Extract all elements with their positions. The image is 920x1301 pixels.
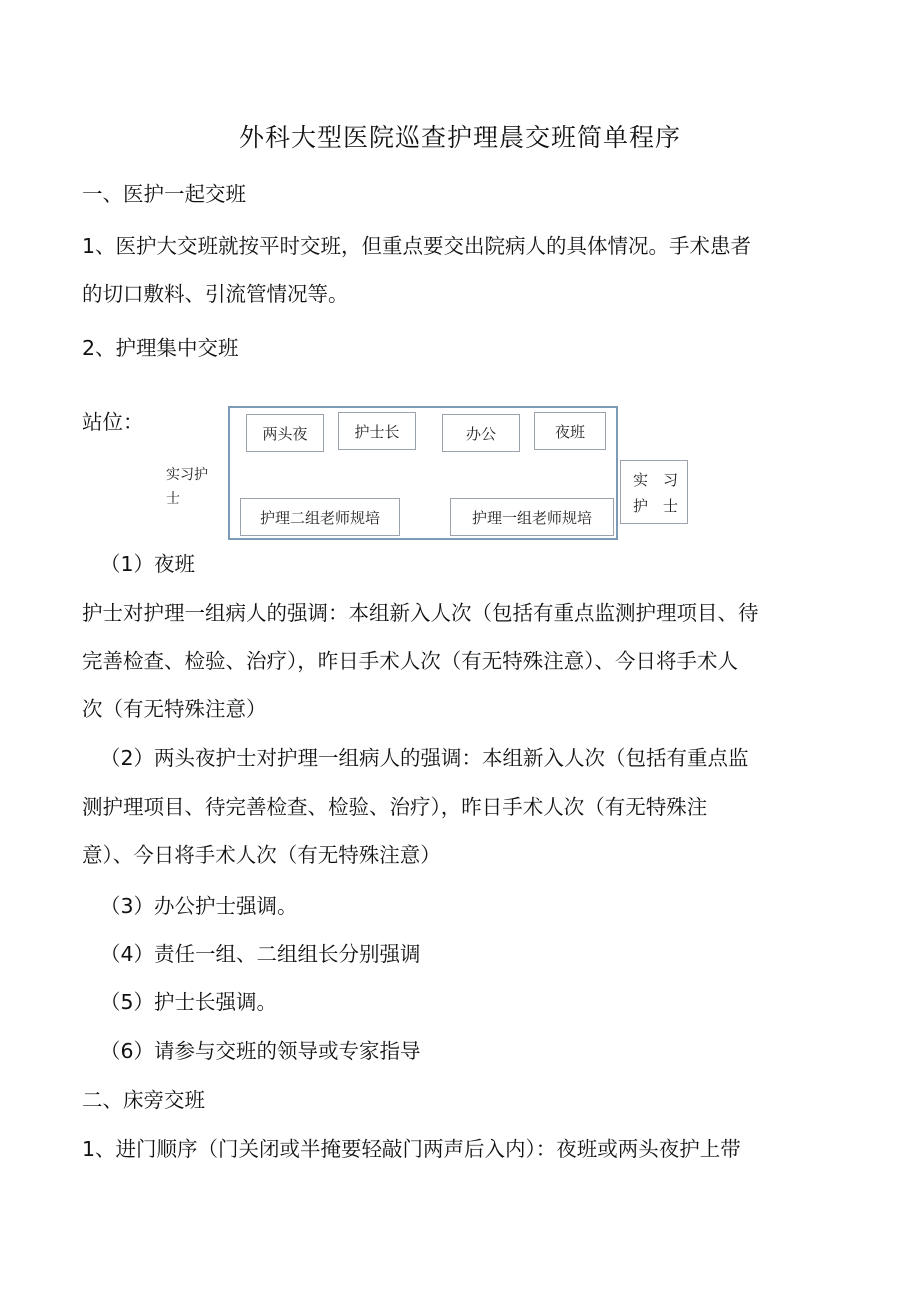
item-1-line-1: 护士对护理一组病人的强调：本组新入人次（包括有重点监测护理项目、待 <box>82 601 759 625</box>
station-label: 站位： <box>82 410 144 434</box>
item-2-line-2: 测护理项目、待完善检查、检验、治疗），昨日手术人次（有无特殊注 <box>82 795 708 819</box>
box-liangtouye: 两头夜 <box>246 414 324 452</box>
right-box-char-3: 护 <box>633 497 649 515</box>
station-diagram <box>228 406 618 540</box>
box-hushizhang: 护士长 <box>338 412 416 450</box>
section-2-heading: 二、床旁交班 <box>82 1088 205 1112</box>
diagram-left-label-line-1: 实习护 <box>166 467 208 483</box>
right-box-char-1: 实 <box>633 471 649 489</box>
paragraph-2: 2、护理集中交班 <box>82 336 239 360</box>
page-title: 外科大型医院巡查护理晨交班简单程序 <box>238 123 681 152</box>
item-6: （6）请参与交班的领导或专家指导 <box>100 1039 421 1063</box>
item-2-line-1: （2）两头夜护士对护理一组病人的强调：本组新入人次（包括有重点监 <box>100 746 749 770</box>
paragraph-1-line-1: 1、医护大交班就按平时交班，但重点要交出院病人的具体情况。手术患者 <box>82 234 752 258</box>
right-box-char-2: 习 <box>663 471 679 489</box>
item-5: （5）护士长强调。 <box>100 990 278 1014</box>
item-1-label: （1）夜班 <box>100 552 196 576</box>
paragraph-1-line-2: 的切口敷料、引流管情况等。 <box>82 282 349 306</box>
section-1-heading: 一、医护一起交班 <box>82 182 246 206</box>
diagram-left-label-line-2: 士 <box>166 491 180 507</box>
item-4: （4）责任一组、二组组长分别强调 <box>100 942 421 966</box>
right-box-char-4: 士 <box>663 497 679 515</box>
box-yeban: 夜班 <box>534 412 606 450</box>
box-bangong: 办公 <box>442 414 520 452</box>
section-2-paragraph-1: 1、进门顺序（门关闭或半掩要轻敲门两声后入内）：夜班或两头夜护上带 <box>82 1137 741 1161</box>
item-3: （3）办公护士强调。 <box>100 894 298 918</box>
item-1-line-2: 完善检查、检验、治疗），昨日手术人次（有无特殊注意）、今日将手术人 <box>82 649 738 673</box>
item-2-line-3: 意）、今日将手术人次（有无特殊注意） <box>82 843 441 867</box>
box-group-2: 护理二组老师规培 <box>240 498 400 536</box>
diagram-right-box <box>620 460 688 524</box>
item-1-line-3: 次（有无特殊注意） <box>82 697 267 721</box>
box-group-1: 护理一组老师规培 <box>450 498 614 536</box>
